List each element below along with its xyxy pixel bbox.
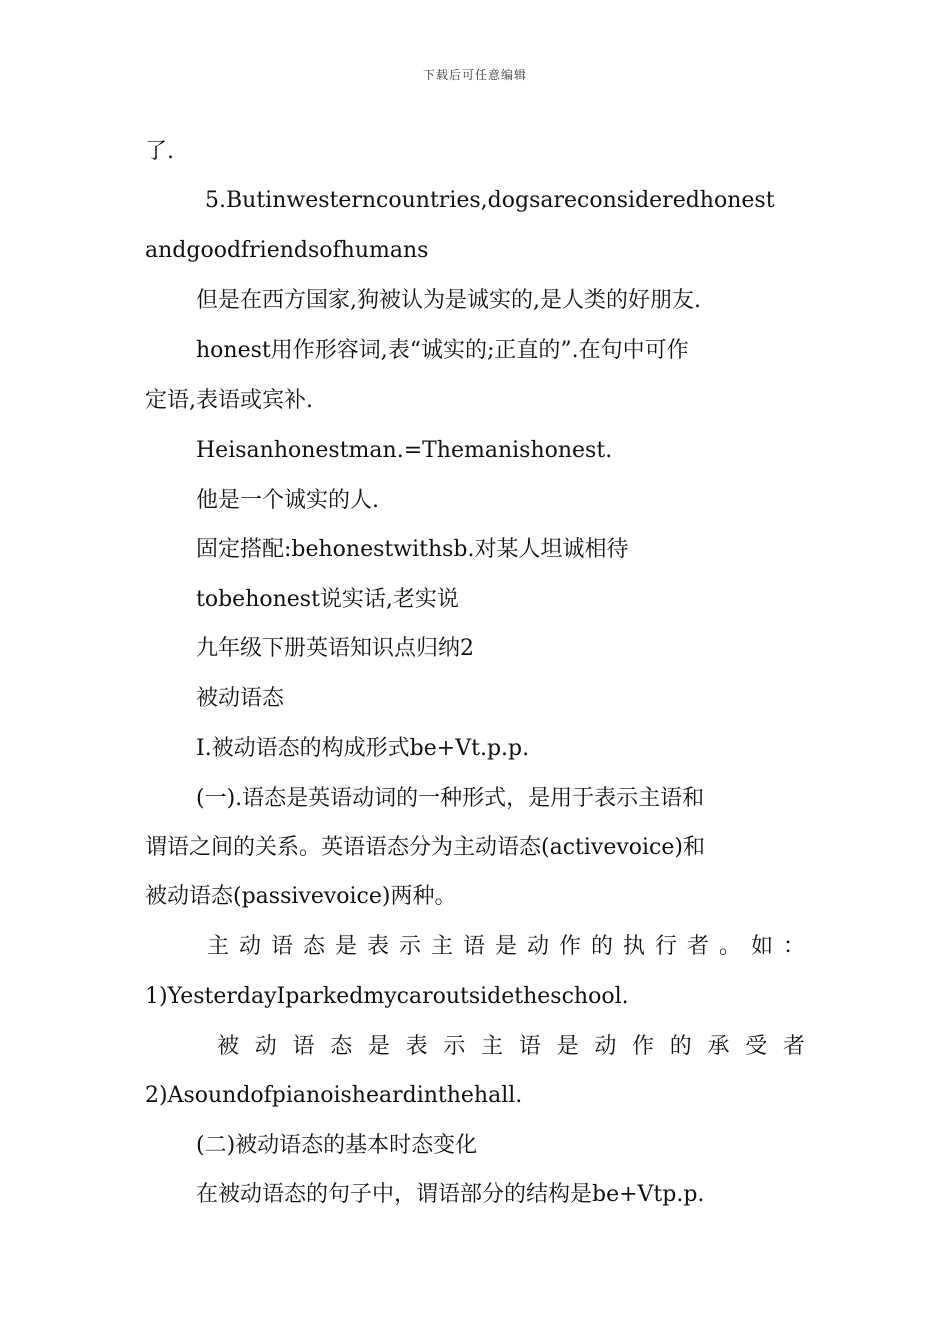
text-line: 定语,表语或宾补.	[145, 388, 313, 413]
text-line: 了.	[145, 139, 174, 164]
section-subtitle: 被动语态	[196, 686, 285, 711]
text-line: honest用作形容词,表“诚实的;正直的”.在句中可作	[196, 338, 689, 363]
example-sentence: 1)YesterdayIparkedmycaroutsidetheschool.	[145, 984, 629, 1009]
text-line: 在被动语态的句子中，谓语部分的结构是be+Vtp.p.	[196, 1182, 705, 1207]
text-line: (二)被动语态的基本时态变化	[196, 1133, 478, 1158]
example-sentence: Heisanhonestman.=Themanishonest.	[196, 438, 613, 463]
text-line: Ⅰ.被动语态的构成形式be+Vt.p.p.	[196, 736, 530, 761]
text-line: 但是在西方国家,狗被认为是诚实的,是人类的好朋友.	[196, 288, 701, 313]
text-line: 主动语态是表示主语是动作的执行者。如：	[207, 934, 805, 959]
text-line: andgoodfriendsofhumans	[145, 238, 429, 263]
example-sentence: 2)Asoundofpianoisheardinthehall.	[145, 1083, 523, 1108]
page-header: 下载后可任意编辑	[422, 68, 527, 82]
text-line: 谓语之间的关系。英语语态分为主动语态(activevoice)和	[145, 835, 705, 860]
text-line: (一).语态是英语动词的一种形式，是用于表示主语和	[196, 786, 705, 811]
text-line: 固定搭配:behonestwithsb.对某人坦诚相待	[196, 537, 629, 562]
text-line: 被动语态(passivevoice)两种。	[145, 884, 457, 909]
section-title: 九年级下册英语知识点归纳2	[196, 636, 474, 661]
text-line: tobehonest说实话,老实说	[196, 587, 459, 612]
text-line: 他是一个诚实的人.	[196, 488, 379, 513]
text-line: 5.Butinwesterncountries,dogsareconsideredhonest	[205, 188, 775, 213]
text-line: 被动语态是表示主语是动作的承受者	[217, 1034, 805, 1059]
